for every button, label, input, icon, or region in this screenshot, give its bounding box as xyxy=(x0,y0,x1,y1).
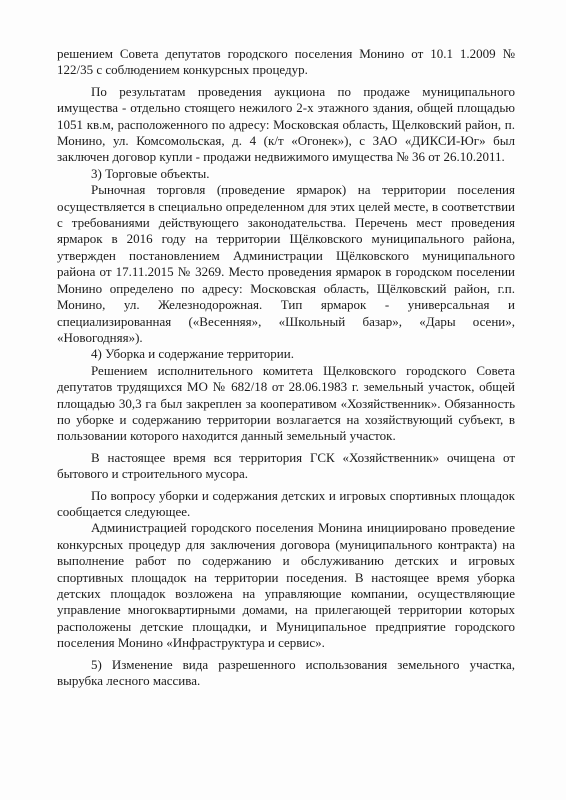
paragraph-playgrounds-intro: По вопросу уборки и содержания детских и игровых спортивных площадок сообщается следующее. xyxy=(57,487,515,519)
paragraph-auction: По результатам проведения аукциона по продаже муниципального имущества - отдельно стоящего нежилого 2-х этажного здания, общей площадью 1051 кв.м, расположенного по адресу: Московская область, Щелковский район, п. Монино, ул. Комсомольская, д. 4 (к/т «Огонек»), с ЗАО «ДИКСИ-Юг» был заключен договор купли - продажи недвижимого имущества № 36 от 26.10.2011. xyxy=(57,83,515,165)
section-heading-cleaning: 4) Уборка и содержание территории. xyxy=(91,346,294,362)
paragraph-playgrounds: Администрацией городского поселения Монина инициировано проведение конкурсных процедур для заключения договора (муниципального контракта) на выполнение работ по содержанию и обслуживанию детских и игровых спортивных площадок на территории поседения. В настоящее время уборка детских площадок возложена на управляющие компании, осуществляющие управление многоквартирными домами, на прилегающей территории которых расположены детские площадки, и Муниципальное предприятие городского поселения Монино «Инфраструктура и сервис». xyxy=(57,520,515,651)
paragraph-fairs: Рыночная торговля (проведение ярмарок) на территории поселения осуществляется в специально определенном для этих целей месте, в соответствии с требованиями действующего законодательства. Перечень мест проведения ярмарок в 2016 году на территории Щёлковского муниципального района, утвержден постановлением Администрации Щёлковского муниципального района от 17.11.2015 № 3269. Место проведения ярмарок в городском поселении Монино определено по адресу: Московская область, Щёлковский район, г.п. Монино, ул. Железнодорожная. Тип ярмарок - универсальная и специализированная («Весенняя», «Школьный базар», «Дары осени», «Новогодняя»). xyxy=(57,182,515,345)
paragraph-continuation: решением Совета депутатов городского поселения Монино от 10.1 1.2009 № 122/35 с соблюдением конкурсных процедур. xyxy=(57,46,515,78)
paragraph-land-plot: Решением исполнительного комитета Щелковского городского Совета депутатов трудящихся МО № 682/18 от 28.06.1983 г. земельный участок, общей площадью 30,3 га был закреплен за кооперативом «Хозяйственник». Обязанность по уборке и содержанию территории возлагается на хозяйствующий субъект, в пользовании которого находится данный земельный участок. xyxy=(57,362,515,444)
document-body xyxy=(57,46,515,689)
section-heading-trade: 3) Торговые объекты. xyxy=(91,165,210,181)
paragraph-gsk-cleaned: В настоящее время вся территория ГСК «Хозяйственник» очищена от бытового и строительного мусора. xyxy=(57,449,515,482)
section-heading-land-use: 5) Изменение вида разрешенного использования земельного участка, вырубка лесного массива. xyxy=(57,656,515,689)
